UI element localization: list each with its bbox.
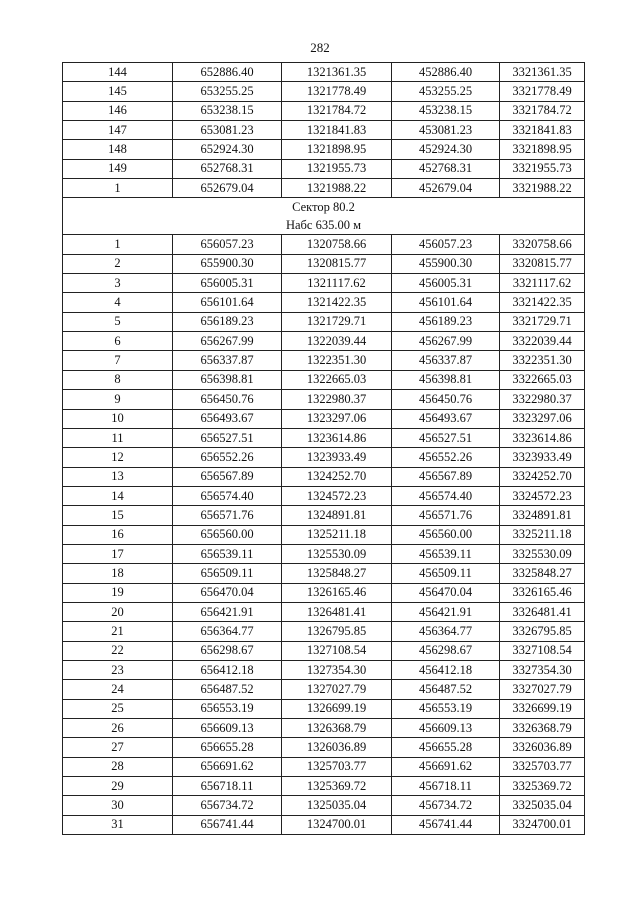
table-row bbox=[63, 293, 585, 312]
section-cell bbox=[63, 198, 585, 235]
y-coord-cell: 1322351.30 bbox=[282, 351, 392, 370]
y2-coord-cell: 3327354.30 bbox=[500, 660, 585, 679]
y2-coord-cell: 3320758.66 bbox=[500, 235, 585, 254]
y2-coord-cell: 3324572.23 bbox=[500, 486, 585, 505]
x-coord-cell: 656101.64 bbox=[173, 293, 282, 312]
y-coord-cell: 1324891.81 bbox=[282, 506, 392, 525]
y2-coord-cell: 3326036.89 bbox=[500, 738, 585, 757]
coordinates-table bbox=[62, 62, 585, 835]
y-coord-cell: 1323297.06 bbox=[282, 409, 392, 428]
x-coord-cell: 652679.04 bbox=[173, 179, 282, 198]
x2-coord-cell: 452924.30 bbox=[392, 140, 500, 159]
x2-coord-cell: 456552.26 bbox=[392, 448, 500, 467]
x-coord-cell: 655900.30 bbox=[173, 254, 282, 273]
x-coord-cell: 656450.76 bbox=[173, 390, 282, 409]
sector-title: Сектор 80.2 bbox=[292, 200, 355, 215]
y2-coord-cell: 3325848.27 bbox=[500, 564, 585, 583]
x2-coord-cell: 456741.44 bbox=[392, 815, 500, 834]
table-row bbox=[63, 82, 585, 101]
point-number-cell: 14 bbox=[63, 486, 173, 505]
x-coord-cell: 656539.11 bbox=[173, 544, 282, 563]
point-number-cell: 147 bbox=[63, 121, 173, 140]
point-number-cell: 25 bbox=[63, 699, 173, 718]
point-number-cell: 13 bbox=[63, 467, 173, 486]
y2-coord-cell: 3326699.19 bbox=[500, 699, 585, 718]
table-body-after bbox=[63, 235, 585, 835]
x-coord-cell: 656527.51 bbox=[173, 428, 282, 447]
y2-coord-cell: 3321898.95 bbox=[500, 140, 585, 159]
point-number-cell: 7 bbox=[63, 351, 173, 370]
y-coord-cell: 1326699.19 bbox=[282, 699, 392, 718]
table-row bbox=[63, 622, 585, 641]
y-coord-cell: 1321117.62 bbox=[282, 274, 392, 293]
table-row bbox=[63, 699, 585, 718]
y-coord-cell: 1325369.72 bbox=[282, 777, 392, 796]
x2-coord-cell: 453238.15 bbox=[392, 101, 500, 120]
y2-coord-cell: 3321361.35 bbox=[500, 63, 585, 82]
point-number-cell: 22 bbox=[63, 641, 173, 660]
table-row bbox=[63, 680, 585, 699]
x2-coord-cell: 452768.31 bbox=[392, 159, 500, 178]
table-row bbox=[63, 235, 585, 254]
y2-coord-cell: 3325035.04 bbox=[500, 796, 585, 815]
x2-coord-cell: 456539.11 bbox=[392, 544, 500, 563]
table-row bbox=[63, 390, 585, 409]
y-coord-cell: 1322039.44 bbox=[282, 332, 392, 351]
point-number-cell: 4 bbox=[63, 293, 173, 312]
y-coord-cell: 1321955.73 bbox=[282, 159, 392, 178]
table-row bbox=[63, 140, 585, 159]
y-coord-cell: 1322665.03 bbox=[282, 370, 392, 389]
table-row bbox=[63, 506, 585, 525]
x-coord-cell: 656298.67 bbox=[173, 641, 282, 660]
x2-coord-cell: 456609.13 bbox=[392, 719, 500, 738]
x2-coord-cell: 456734.72 bbox=[392, 796, 500, 815]
table-row bbox=[63, 274, 585, 293]
point-number-cell: 5 bbox=[63, 312, 173, 331]
x2-coord-cell: 456267.99 bbox=[392, 332, 500, 351]
y2-coord-cell: 3327027.79 bbox=[500, 680, 585, 699]
x-coord-cell: 653255.25 bbox=[173, 82, 282, 101]
y-coord-cell: 1326795.85 bbox=[282, 622, 392, 641]
y-coord-cell: 1327354.30 bbox=[282, 660, 392, 679]
x2-coord-cell: 456567.89 bbox=[392, 467, 500, 486]
point-number-cell: 149 bbox=[63, 159, 173, 178]
x2-coord-cell: 456298.67 bbox=[392, 641, 500, 660]
x2-coord-cell: 456571.76 bbox=[392, 506, 500, 525]
elevation-label: Набс 635.00 м bbox=[285, 218, 362, 233]
point-number-cell: 19 bbox=[63, 583, 173, 602]
x-coord-cell: 656470.04 bbox=[173, 583, 282, 602]
x-coord-cell: 656337.87 bbox=[173, 351, 282, 370]
y2-coord-cell: 3321841.83 bbox=[500, 121, 585, 140]
y2-coord-cell: 3321784.72 bbox=[500, 101, 585, 120]
point-number-cell: 15 bbox=[63, 506, 173, 525]
y-coord-cell: 1326481.41 bbox=[282, 602, 392, 621]
x2-coord-cell: 456493.67 bbox=[392, 409, 500, 428]
x-coord-cell: 656553.19 bbox=[173, 699, 282, 718]
y2-coord-cell: 3325211.18 bbox=[500, 525, 585, 544]
point-number-cell: 24 bbox=[63, 680, 173, 699]
page-number: 282 bbox=[310, 40, 330, 55]
x2-coord-cell: 456101.64 bbox=[392, 293, 500, 312]
table-body-before bbox=[63, 63, 585, 198]
y-coord-cell: 1322980.37 bbox=[282, 390, 392, 409]
y-coord-cell: 1320758.66 bbox=[282, 235, 392, 254]
table-row bbox=[63, 660, 585, 679]
x-coord-cell: 653081.23 bbox=[173, 121, 282, 140]
y-coord-cell: 1321898.95 bbox=[282, 140, 392, 159]
x2-coord-cell: 456470.04 bbox=[392, 583, 500, 602]
y-coord-cell: 1321841.83 bbox=[282, 121, 392, 140]
table-row bbox=[63, 738, 585, 757]
point-number-cell: 145 bbox=[63, 82, 173, 101]
y-coord-cell: 1326165.46 bbox=[282, 583, 392, 602]
table-row bbox=[63, 796, 585, 815]
y-coord-cell: 1325035.04 bbox=[282, 796, 392, 815]
table-row bbox=[63, 486, 585, 505]
x2-coord-cell: 456412.18 bbox=[392, 660, 500, 679]
point-number-cell: 23 bbox=[63, 660, 173, 679]
x2-coord-cell: 456398.81 bbox=[392, 370, 500, 389]
point-number-cell: 6 bbox=[63, 332, 173, 351]
table-row bbox=[63, 719, 585, 738]
y2-coord-cell: 3325703.77 bbox=[500, 757, 585, 776]
y2-coord-cell: 3326481.41 bbox=[500, 602, 585, 621]
x-coord-cell: 656005.31 bbox=[173, 274, 282, 293]
point-number-cell: 29 bbox=[63, 777, 173, 796]
y2-coord-cell: 3321422.35 bbox=[500, 293, 585, 312]
y-coord-cell: 1325211.18 bbox=[282, 525, 392, 544]
y2-coord-cell: 3322665.03 bbox=[500, 370, 585, 389]
point-number-cell: 12 bbox=[63, 448, 173, 467]
x2-coord-cell: 456509.11 bbox=[392, 564, 500, 583]
point-number-cell: 8 bbox=[63, 370, 173, 389]
x2-coord-cell: 456487.52 bbox=[392, 680, 500, 699]
x-coord-cell: 656655.28 bbox=[173, 738, 282, 757]
x-coord-cell: 656567.89 bbox=[173, 467, 282, 486]
y-coord-cell: 1327108.54 bbox=[282, 641, 392, 660]
y2-coord-cell: 3324891.81 bbox=[500, 506, 585, 525]
y-coord-cell: 1321729.71 bbox=[282, 312, 392, 331]
x-coord-cell: 656057.23 bbox=[173, 235, 282, 254]
y2-coord-cell: 3327108.54 bbox=[500, 641, 585, 660]
x-coord-cell: 656574.40 bbox=[173, 486, 282, 505]
table-row bbox=[63, 63, 585, 82]
table-row bbox=[63, 428, 585, 447]
table-row bbox=[63, 815, 585, 834]
x2-coord-cell: 456337.87 bbox=[392, 351, 500, 370]
x2-coord-cell: 456421.91 bbox=[392, 602, 500, 621]
x2-coord-cell: 456057.23 bbox=[392, 235, 500, 254]
point-number-cell: 17 bbox=[63, 544, 173, 563]
table-row bbox=[63, 525, 585, 544]
y-coord-cell: 1325848.27 bbox=[282, 564, 392, 583]
y2-coord-cell: 3322980.37 bbox=[500, 390, 585, 409]
y2-coord-cell: 3324700.01 bbox=[500, 815, 585, 834]
y2-coord-cell: 3325369.72 bbox=[500, 777, 585, 796]
y-coord-cell: 1323614.86 bbox=[282, 428, 392, 447]
table-row bbox=[63, 583, 585, 602]
table-row bbox=[63, 121, 585, 140]
table-row bbox=[63, 777, 585, 796]
y-coord-cell: 1321422.35 bbox=[282, 293, 392, 312]
x2-coord-cell: 456189.23 bbox=[392, 312, 500, 331]
y2-coord-cell: 3323297.06 bbox=[500, 409, 585, 428]
point-number-cell: 20 bbox=[63, 602, 173, 621]
y2-coord-cell: 3323614.86 bbox=[500, 428, 585, 447]
y2-coord-cell: 3322351.30 bbox=[500, 351, 585, 370]
x2-coord-cell: 453255.25 bbox=[392, 82, 500, 101]
x-coord-cell: 652768.31 bbox=[173, 159, 282, 178]
y2-coord-cell: 3326165.46 bbox=[500, 583, 585, 602]
x2-coord-cell: 452679.04 bbox=[392, 179, 500, 198]
y-coord-cell: 1324572.23 bbox=[282, 486, 392, 505]
x2-coord-cell: 456655.28 bbox=[392, 738, 500, 757]
point-number-cell: 27 bbox=[63, 738, 173, 757]
table-row bbox=[63, 351, 585, 370]
y-coord-cell: 1323933.49 bbox=[282, 448, 392, 467]
point-number-cell: 16 bbox=[63, 525, 173, 544]
x-coord-cell: 652886.40 bbox=[173, 63, 282, 82]
y-coord-cell: 1321784.72 bbox=[282, 101, 392, 120]
x-coord-cell: 656734.72 bbox=[173, 796, 282, 815]
x2-coord-cell: 456574.40 bbox=[392, 486, 500, 505]
table-row bbox=[63, 254, 585, 273]
x-coord-cell: 656609.13 bbox=[173, 719, 282, 738]
x-coord-cell: 653238.15 bbox=[173, 101, 282, 120]
x2-coord-cell: 456560.00 bbox=[392, 525, 500, 544]
point-number-cell: 144 bbox=[63, 63, 173, 82]
x-coord-cell: 656571.76 bbox=[173, 506, 282, 525]
section-header bbox=[63, 198, 585, 235]
x-coord-cell: 656741.44 bbox=[173, 815, 282, 834]
x-coord-cell: 656421.91 bbox=[173, 602, 282, 621]
table-row bbox=[63, 159, 585, 178]
y-coord-cell: 1321988.22 bbox=[282, 179, 392, 198]
x2-coord-cell: 453081.23 bbox=[392, 121, 500, 140]
point-number-cell: 11 bbox=[63, 428, 173, 447]
y2-coord-cell: 3325530.09 bbox=[500, 544, 585, 563]
y2-coord-cell: 3326795.85 bbox=[500, 622, 585, 641]
y-coord-cell: 1321361.35 bbox=[282, 63, 392, 82]
x2-coord-cell: 452886.40 bbox=[392, 63, 500, 82]
x-coord-cell: 656189.23 bbox=[173, 312, 282, 331]
table-row bbox=[63, 370, 585, 389]
y2-coord-cell: 3321778.49 bbox=[500, 82, 585, 101]
point-number-cell: 1 bbox=[63, 179, 173, 198]
x-coord-cell: 656493.67 bbox=[173, 409, 282, 428]
y2-coord-cell: 3324252.70 bbox=[500, 467, 585, 486]
table-row bbox=[63, 448, 585, 467]
y2-coord-cell: 3321988.22 bbox=[500, 179, 585, 198]
x-coord-cell: 656560.00 bbox=[173, 525, 282, 544]
x2-coord-cell: 456553.19 bbox=[392, 699, 500, 718]
table-row bbox=[63, 332, 585, 351]
y2-coord-cell: 3321729.71 bbox=[500, 312, 585, 331]
table-row bbox=[63, 544, 585, 563]
x-coord-cell: 656412.18 bbox=[173, 660, 282, 679]
x-coord-cell: 656398.81 bbox=[173, 370, 282, 389]
point-number-cell: 30 bbox=[63, 796, 173, 815]
x-coord-cell: 656718.11 bbox=[173, 777, 282, 796]
point-number-cell: 3 bbox=[63, 274, 173, 293]
y2-coord-cell: 3321955.73 bbox=[500, 159, 585, 178]
y2-coord-cell: 3320815.77 bbox=[500, 254, 585, 273]
x2-coord-cell: 456450.76 bbox=[392, 390, 500, 409]
x2-coord-cell: 456005.31 bbox=[392, 274, 500, 293]
y-coord-cell: 1326368.79 bbox=[282, 719, 392, 738]
x-coord-cell: 656552.26 bbox=[173, 448, 282, 467]
x2-coord-cell: 456691.62 bbox=[392, 757, 500, 776]
table-row bbox=[63, 409, 585, 428]
x2-coord-cell: 455900.30 bbox=[392, 254, 500, 273]
x2-coord-cell: 456527.51 bbox=[392, 428, 500, 447]
y2-coord-cell: 3321117.62 bbox=[500, 274, 585, 293]
table-row bbox=[63, 602, 585, 621]
table-row bbox=[63, 101, 585, 120]
point-number-cell: 26 bbox=[63, 719, 173, 738]
y-coord-cell: 1325530.09 bbox=[282, 544, 392, 563]
y-coord-cell: 1325703.77 bbox=[282, 757, 392, 776]
y-coord-cell: 1327027.79 bbox=[282, 680, 392, 699]
y-coord-cell: 1324252.70 bbox=[282, 467, 392, 486]
table-row bbox=[63, 641, 585, 660]
point-number-cell: 9 bbox=[63, 390, 173, 409]
point-number-cell: 21 bbox=[63, 622, 173, 641]
section-row bbox=[63, 198, 585, 235]
x-coord-cell: 656267.99 bbox=[173, 332, 282, 351]
point-number-cell: 18 bbox=[63, 564, 173, 583]
y2-coord-cell: 3326368.79 bbox=[500, 719, 585, 738]
y2-coord-cell: 3322039.44 bbox=[500, 332, 585, 351]
table-row bbox=[63, 757, 585, 776]
point-number-cell: 1 bbox=[63, 235, 173, 254]
x-coord-cell: 656487.52 bbox=[173, 680, 282, 699]
point-number-cell: 28 bbox=[63, 757, 173, 776]
x-coord-cell: 652924.30 bbox=[173, 140, 282, 159]
table-row bbox=[63, 564, 585, 583]
point-number-cell: 10 bbox=[63, 409, 173, 428]
x-coord-cell: 656509.11 bbox=[173, 564, 282, 583]
y2-coord-cell: 3323933.49 bbox=[500, 448, 585, 467]
y-coord-cell: 1326036.89 bbox=[282, 738, 392, 757]
table-row bbox=[63, 467, 585, 486]
x2-coord-cell: 456718.11 bbox=[392, 777, 500, 796]
x2-coord-cell: 456364.77 bbox=[392, 622, 500, 641]
x-coord-cell: 656364.77 bbox=[173, 622, 282, 641]
point-number-cell: 146 bbox=[63, 101, 173, 120]
table-row bbox=[63, 179, 585, 198]
y-coord-cell: 1321778.49 bbox=[282, 82, 392, 101]
x-coord-cell: 656691.62 bbox=[173, 757, 282, 776]
y-coord-cell: 1320815.77 bbox=[282, 254, 392, 273]
point-number-cell: 31 bbox=[63, 815, 173, 834]
point-number-cell: 2 bbox=[63, 254, 173, 273]
point-number-cell: 148 bbox=[63, 140, 173, 159]
y-coord-cell: 1324700.01 bbox=[282, 815, 392, 834]
table-row bbox=[63, 312, 585, 331]
